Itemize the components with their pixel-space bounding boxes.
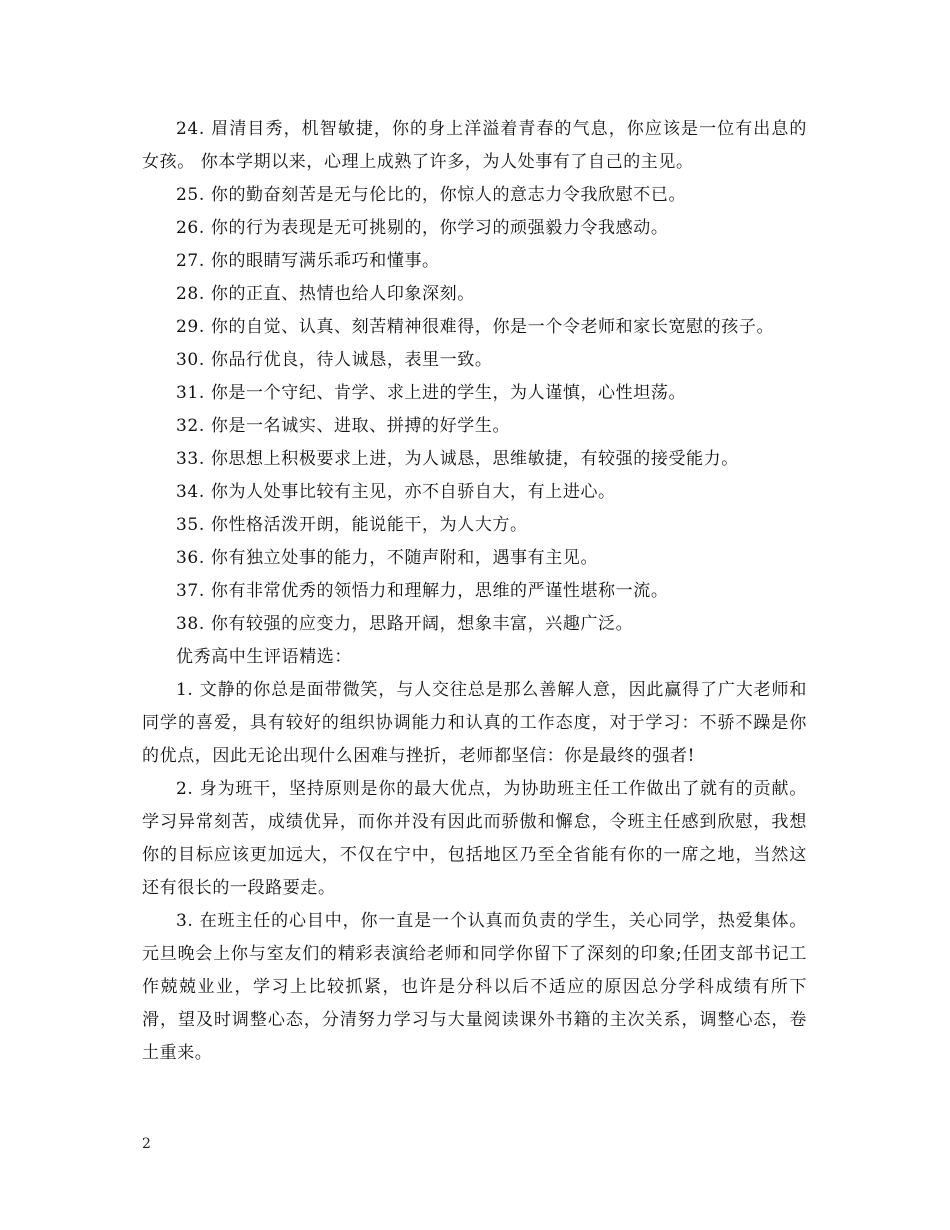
page-number: 2 [142,1136,151,1152]
paragraph-28: 28. 你的正直、热情也给人印象深刻。 [176,284,475,304]
paragraph-30: 30. 你品行优良，待人诚恳，表里一致。 [176,350,493,370]
paragraph-37: 37. 你有非常优秀的领悟力和理解力，思维的严谨性堪称一流。 [176,581,669,601]
paragraph-31: 31. 你是一个守纪、肯学、求上进的学生，为人谨慎，心性坦荡。 [176,383,687,403]
paragraph-36: 36. 你有独立处事的能力，不随声附和，遇事有主见。 [176,548,599,568]
paragraph-2: 2. 身为班干，坚持原则是你的最大优点，为协助班主任工作做出了就有的贡献。学习异常刻苦，成绩优异，而你并没有因此而骄傲和懈怠，令班主任感到欣慰，我想你的目标应该更加远大，不仅在宁中，包括地区乃至全省能有你的一席之地，当然这还有很长的一段路要走。 [142,779,807,898]
paragraph-26: 26. 你的行为表现是无可挑剔的，你学习的顽强毅力令我感动。 [176,218,669,238]
paragraph-38: 38. 你有较强的应变力，思路开阔，想象丰富，兴趣广泛。 [176,614,634,634]
document-body [142,113,807,1070]
paragraph-1: 1. 文静的你总是面带微笑，与人交往总是那么善解人意，因此赢得了广大老师和同学的喜爱，具有较好的组织协调能力和认真的工作态度，对于学习：不骄不躁是你的优点，因此无论出现什么困难与挫折，老师都坚信：你是最终的强者! [142,680,807,766]
section-heading: 优秀高中生评语精选： [176,647,352,667]
paragraph-32: 32. 你是一名诚实、进取、拼搏的好学生。 [176,416,511,436]
paragraph-3: 3. 在班主任的心目中，你一直是一个认真而负责的学生，关心同学，热爱集体。元旦晚会上你与室友们的精彩表演给老师和同学你留下了深刻的印象;任团支部书记工作兢兢业业，学习上比较抓紧，也许是分科以后不适应的原因总分学科成绩有所下滑，望及时调整心态，分清努力学习与大量阅读课外书籍的主次关系，调整心态，卷土重来。 [142,911,807,1063]
paragraph-35: 35. 你性格活泼开朗，能说能干，为人大方。 [176,515,528,535]
paragraph-33: 33. 你思想上积极要求上进，为人诚恳，思维敏捷，有较强的接受能力。 [176,449,739,469]
paragraph-25: 25. 你的勤奋刻苦是无与伦比的，你惊人的意志力令我欣慰不已。 [176,185,687,205]
paragraph-29: 29. 你的自觉、认真、刻苦精神很难得，你是一个令老师和家长宽慰的孩子。 [176,317,775,337]
paragraph-24: 24. 眉清目秀，机智敏捷，你的身上洋溢着青春的气息，你应该是一位有出息的女孩。 你本学期以来，心理上成熟了许多，为人处事有了自己的主见。 [142,119,807,172]
paragraph-27: 27. 你的眼睛写满乐乖巧和懂事。 [176,251,440,271]
paragraph-34: 34. 你为人处事比较有主见，亦不自骄自大，有上进心。 [176,482,616,502]
